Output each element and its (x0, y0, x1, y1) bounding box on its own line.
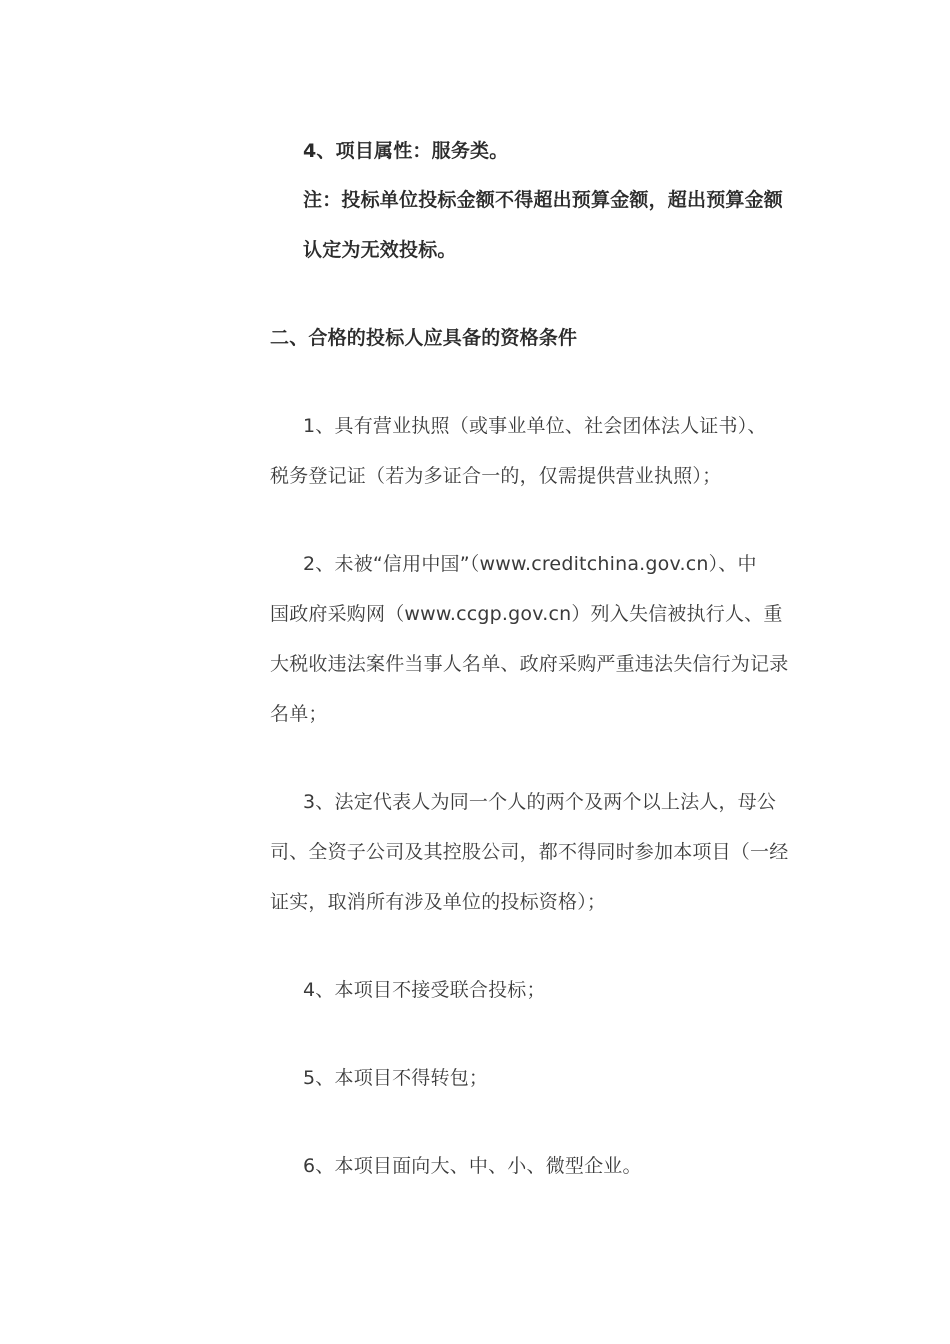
requirement-2-line-2: 国政府采购网（www.ccgp.gov.cn）列入失信被执行人、重 (270, 603, 783, 625)
requirement-1-line-1: 1、具有营业执照（或事业单位、社会团体法人证书）、 (303, 415, 767, 437)
requirement-3-line-3: 证实，取消所有涉及单位的投标资格）； (270, 891, 607, 913)
requirement-2-line-1: 2、未被“信用中国”（www.creditchina.gov.cn）、中 (303, 553, 757, 575)
requirement-3-line-1: 3、法定代表人为同一个人的两个及两个以上法人，母公 (303, 791, 777, 813)
requirement-3-line-2: 司、全资子公司及其控股公司，都不得同时参加本项目（一经 (270, 841, 789, 863)
requirement-4: 4、本项目不接受联合投标； (303, 979, 546, 1001)
note-line-1: 注：投标单位投标金额不得超出预算金额，超出预算金额 (303, 189, 784, 211)
requirement-5: 5、本项目不得转包； (303, 1067, 489, 1089)
project-attribute-item: 4、项目属性：服务类。 (303, 140, 509, 162)
requirement-1-line-2: 税务登记证（若为多证合一的，仅需提供营业执照）； (270, 465, 722, 487)
requirement-2-line-3: 大税收违法案件当事人名单、政府采购严重违法失信行为记录 (270, 653, 789, 675)
requirement-2-line-4: 名单； (270, 703, 328, 725)
note-line-2: 认定为无效投标。 (303, 239, 457, 261)
requirement-6: 6、本项目面向大、中、小、微型企业。 (303, 1155, 642, 1177)
section-heading: 二、合格的投标人应具备的资格条件 (270, 327, 578, 349)
